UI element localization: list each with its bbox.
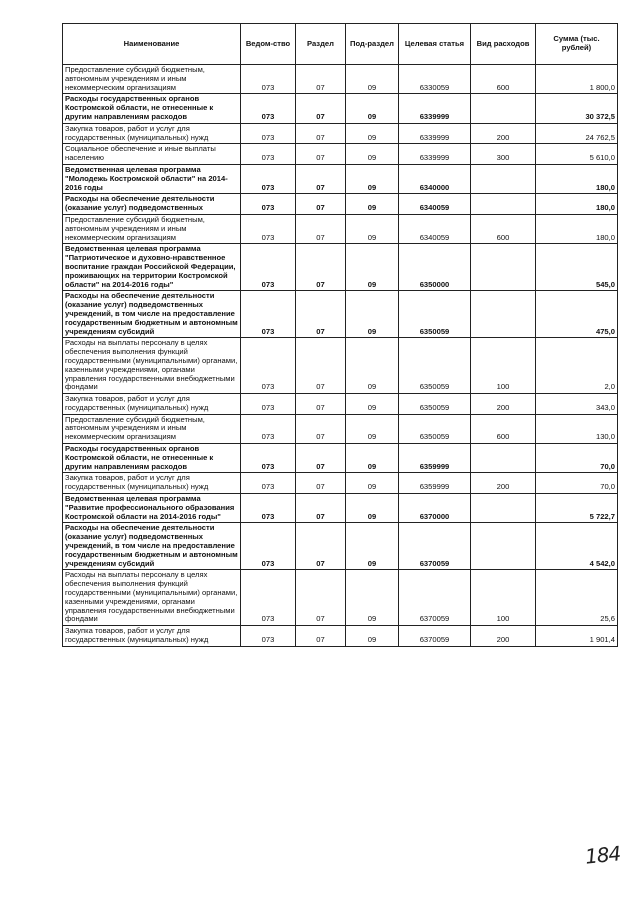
table-row: [63, 144, 618, 165]
cell-ved: 073: [241, 523, 296, 570]
table-row: [63, 65, 618, 94]
cell-sum: 5 722,7: [536, 494, 618, 523]
cell-sum: 70,0: [536, 473, 618, 494]
cell-statya: 6340000: [399, 164, 471, 193]
cell-razdel: 07: [296, 214, 346, 243]
table-row: [63, 214, 618, 243]
cell-name: Расходы государственных органов Костромской области, не отнесенные к другим направлениям расходов: [63, 444, 241, 473]
cell-vid: 100: [471, 338, 536, 394]
cell-name: Ведомственная целевая программа "Патриотическое и духовно-нравственное воспитание граждан Российской Федерации, проживающих на территории Костромской области" на 2014-2016 годы": [63, 244, 241, 291]
cell-sum: 1 901,4: [536, 626, 618, 647]
cell-statya: 6350059: [399, 414, 471, 443]
cell-sum: 545,0: [536, 244, 618, 291]
cell-vid: [471, 244, 536, 291]
cell-sum: 343,0: [536, 394, 618, 415]
cell-statya: 6370059: [399, 626, 471, 647]
cell-podrazdel: 09: [346, 123, 399, 144]
cell-podrazdel: 09: [346, 94, 399, 123]
cell-podrazdel: 09: [346, 291, 399, 338]
cell-name: Закупка товаров, работ и услуг для государственных (муниципальных) нужд: [63, 473, 241, 494]
cell-razdel: 07: [296, 473, 346, 494]
cell-name: Расходы на обеспечение деятельности (оказание услуг) подведомственных учреждений, в том числе на предоставление государственным бюджетным и автономным учреждениям субсидий: [63, 523, 241, 570]
cell-vid: [471, 194, 536, 215]
cell-vid: 200: [471, 394, 536, 415]
cell-ved: 073: [241, 123, 296, 144]
cell-name: Закупка товаров, работ и услуг для государственных (муниципальных) нужд: [63, 626, 241, 647]
cell-ved: 073: [241, 394, 296, 415]
cell-podrazdel: 09: [346, 523, 399, 570]
cell-ved: 073: [241, 414, 296, 443]
cell-statya: 6370059: [399, 570, 471, 626]
cell-razdel: 07: [296, 94, 346, 123]
cell-podrazdel: 09: [346, 144, 399, 165]
cell-statya: 6339999: [399, 144, 471, 165]
table-row: [63, 444, 618, 473]
cell-vid: 100: [471, 570, 536, 626]
cell-ved: 073: [241, 291, 296, 338]
cell-ved: 073: [241, 164, 296, 193]
cell-ved: 073: [241, 444, 296, 473]
table-row: [63, 194, 618, 215]
header-name: Наименование: [63, 24, 241, 65]
cell-statya: 6350059: [399, 394, 471, 415]
cell-razdel: 07: [296, 194, 346, 215]
table-row: [63, 523, 618, 570]
cell-razdel: 07: [296, 394, 346, 415]
cell-statya: 6370059: [399, 523, 471, 570]
cell-statya: 6350000: [399, 244, 471, 291]
cell-ved: 073: [241, 214, 296, 243]
table-row: [63, 338, 618, 394]
table-row: [63, 94, 618, 123]
cell-name: Расходы на выплаты персоналу в целях обеспечения выполнения функций государственными (муниципальными) органами, казенными учреждениями, органами управления государственными внебюджетными фондами: [63, 570, 241, 626]
cell-podrazdel: 09: [346, 338, 399, 394]
cell-name: Социальное обеспечение и иные выплаты населению: [63, 144, 241, 165]
cell-name: Расходы на обеспечение деятельности (оказание услуг) подведомственных учреждений, в том числе на предоставление государственным бюджетным и автономным учреждениям субсидий: [63, 291, 241, 338]
cell-razdel: 07: [296, 494, 346, 523]
cell-name: Ведомственная целевая программа "Развитие профессионального образования Костромской области на 2014-2016 годы": [63, 494, 241, 523]
cell-sum: 30 372,5: [536, 94, 618, 123]
cell-podrazdel: 09: [346, 214, 399, 243]
cell-ved: 073: [241, 570, 296, 626]
header-row: [63, 24, 618, 65]
cell-vid: 600: [471, 214, 536, 243]
cell-podrazdel: 09: [346, 494, 399, 523]
cell-sum: 2,0: [536, 338, 618, 394]
cell-razdel: 07: [296, 570, 346, 626]
header-statya: Целевая статья: [399, 24, 471, 65]
header-vid: Вид расходов: [471, 24, 536, 65]
cell-podrazdel: 09: [346, 414, 399, 443]
cell-podrazdel: 09: [346, 626, 399, 647]
cell-statya: 6330059: [399, 65, 471, 94]
cell-vid: 200: [471, 123, 536, 144]
cell-sum: 130,0: [536, 414, 618, 443]
page-number: 184: [583, 841, 622, 869]
cell-podrazdel: 09: [346, 244, 399, 291]
cell-name: Предоставление субсидий бюджетным, автономным учреждениям и иным некоммерческим организациям: [63, 214, 241, 243]
cell-vid: 600: [471, 65, 536, 94]
table-row: [63, 414, 618, 443]
cell-statya: 6350059: [399, 338, 471, 394]
cell-razdel: 07: [296, 244, 346, 291]
cell-sum: 180,0: [536, 214, 618, 243]
cell-name: Предоставление субсидий бюджетным, автономным учреждениям и иным некоммерческим организациям: [63, 65, 241, 94]
cell-vid: 600: [471, 414, 536, 443]
cell-ved: 073: [241, 144, 296, 165]
cell-vid: [471, 444, 536, 473]
table-row: [63, 123, 618, 144]
cell-ved: 073: [241, 626, 296, 647]
cell-name: Расходы на обеспечение деятельности (оказание услуг) подведомственных: [63, 194, 241, 215]
cell-ved: 073: [241, 244, 296, 291]
cell-sum: 4 542,0: [536, 523, 618, 570]
cell-razdel: 07: [296, 144, 346, 165]
table-row: [63, 164, 618, 193]
cell-vid: [471, 164, 536, 193]
cell-podrazdel: 09: [346, 394, 399, 415]
cell-vid: 200: [471, 626, 536, 647]
cell-podrazdel: 09: [346, 444, 399, 473]
cell-ved: 073: [241, 494, 296, 523]
cell-podrazdel: 09: [346, 164, 399, 193]
header-vedomstvo: Ведом-ство: [241, 24, 296, 65]
cell-statya: 6340059: [399, 214, 471, 243]
cell-vid: [471, 291, 536, 338]
cell-sum: 5 610,0: [536, 144, 618, 165]
cell-sum: 475,0: [536, 291, 618, 338]
cell-statya: 6370000: [399, 494, 471, 523]
cell-vid: 200: [471, 473, 536, 494]
cell-ved: 073: [241, 473, 296, 494]
header-sum: Сумма (тыс. рублей): [536, 24, 618, 65]
cell-razdel: 07: [296, 414, 346, 443]
cell-razdel: 07: [296, 444, 346, 473]
cell-name: Закупка товаров, работ и услуг для государственных (муниципальных) нужд: [63, 394, 241, 415]
cell-name: Закупка товаров, работ и услуг для государственных (муниципальных) нужд: [63, 123, 241, 144]
cell-sum: 25,6: [536, 570, 618, 626]
cell-vid: [471, 523, 536, 570]
cell-ved: 073: [241, 94, 296, 123]
header-razdel: Раздел: [296, 24, 346, 65]
cell-sum: 180,0: [536, 194, 618, 215]
budget-table: [62, 23, 618, 647]
cell-razdel: 07: [296, 65, 346, 94]
cell-podrazdel: 09: [346, 473, 399, 494]
table-row: [63, 626, 618, 647]
cell-statya: 6350059: [399, 291, 471, 338]
table-row: [63, 394, 618, 415]
cell-sum: 70,0: [536, 444, 618, 473]
cell-podrazdel: 09: [346, 194, 399, 215]
cell-razdel: 07: [296, 338, 346, 394]
cell-statya: 6340059: [399, 194, 471, 215]
cell-ved: 073: [241, 65, 296, 94]
cell-sum: 24 762,5: [536, 123, 618, 144]
cell-sum: 180,0: [536, 164, 618, 193]
cell-podrazdel: 09: [346, 65, 399, 94]
cell-razdel: 07: [296, 164, 346, 193]
cell-name: Расходы государственных органов Костромской области, не отнесенные к другим направлениям расходов: [63, 94, 241, 123]
cell-razdel: 07: [296, 291, 346, 338]
cell-statya: 6359999: [399, 444, 471, 473]
table-row: [63, 244, 618, 291]
cell-razdel: 07: [296, 626, 346, 647]
cell-podrazdel: 09: [346, 570, 399, 626]
header-podrazdel: Под-раздел: [346, 24, 399, 65]
cell-name: Ведомственная целевая программа "Молодежь Костромской области" на 2014-2016 годы: [63, 164, 241, 193]
table-row: [63, 570, 618, 626]
table-row: [63, 291, 618, 338]
cell-razdel: 07: [296, 123, 346, 144]
table-row: [63, 473, 618, 494]
table-row: [63, 494, 618, 523]
cell-vid: 300: [471, 144, 536, 165]
cell-vid: [471, 494, 536, 523]
cell-statya: 6339999: [399, 94, 471, 123]
cell-statya: 6339999: [399, 123, 471, 144]
cell-sum: 1 800,0: [536, 65, 618, 94]
cell-razdel: 07: [296, 523, 346, 570]
cell-name: Предоставление субсидий бюджетным, автономным учреждениям и иным некоммерческим организациям: [63, 414, 241, 443]
cell-ved: 073: [241, 194, 296, 215]
cell-statya: 6359999: [399, 473, 471, 494]
cell-ved: 073: [241, 338, 296, 394]
cell-vid: [471, 94, 536, 123]
cell-name: Расходы на выплаты персоналу в целях обеспечения выполнения функций государственными (муниципальными) органами, казенными учреждениями, органами управления государственными внебюджетными фондами: [63, 338, 241, 394]
